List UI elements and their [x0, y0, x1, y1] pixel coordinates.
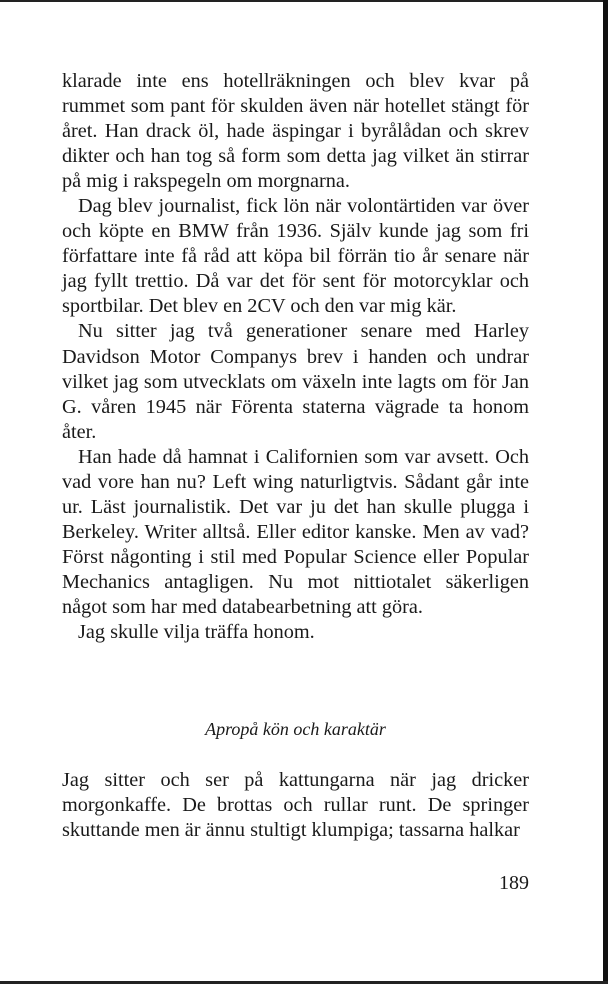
page-number: 189 [499, 872, 529, 894]
page-top-edge [0, 0, 608, 2]
body-text [62, 69, 529, 645]
page-right-edge [603, 0, 608, 984]
section-body [62, 768, 529, 843]
paragraph-3: Nu sitter jag två generationer senare med Harley Davidson Motor Companys brev i handen och undrar vilket jag som utvecklats om växeln inte lagts om för Jan G. våren 1945 när Förenta staterna vägrade ta honom åter. [62, 320, 529, 443]
paragraph-2: Dag blev journalist, fick lön när volontärtiden var över och köpte en BMW från 1936. Själv kunde jag som fri författare inte få råd att köpa bil förrän tio år senare när jag fyllt trettio. Då var det för sent för motorcyklar och sportbilar. Det blev en 2CV och den var mig kär. [62, 195, 529, 318]
paragraph-1: klarade inte ens hotellräkningen och blev kvar på rummet som pant för skulden även när hotellet stängt för året. Han drack öl, hade äspingar i byrålådan och skrev dikter och han tog så form som detta jag vilket än stirrar på mig i rakspegeln om morgnarna. [62, 70, 529, 193]
paragraph-5: Jag skulle vilja träffa honom. [78, 621, 315, 644]
section-paragraph: Jag sitter och ser på kattungarna när jag dricker morgonkaffe. De brottas och rullar runt. De springer skuttande men är ännu stultigt klumpiga; tassarna halkar [62, 769, 529, 842]
section-heading: Apropå kön och karaktär [205, 719, 386, 739]
paragraph-4: Han hade då hamnat i Californien som var avsett. Och vad vore han nu? Left wing naturligtvis. Sådant går inte ur. Läst journalistik. Det var ju det han skulle plugga i Berkeley. Writer alltså. Eller editor kanske. Men av vad? Först någonting i stil med Popular Science eller Popular Mechanics antagligen. Nu mot nittiotalet säkerligen något som har med databearbetning att göra. [62, 445, 529, 618]
